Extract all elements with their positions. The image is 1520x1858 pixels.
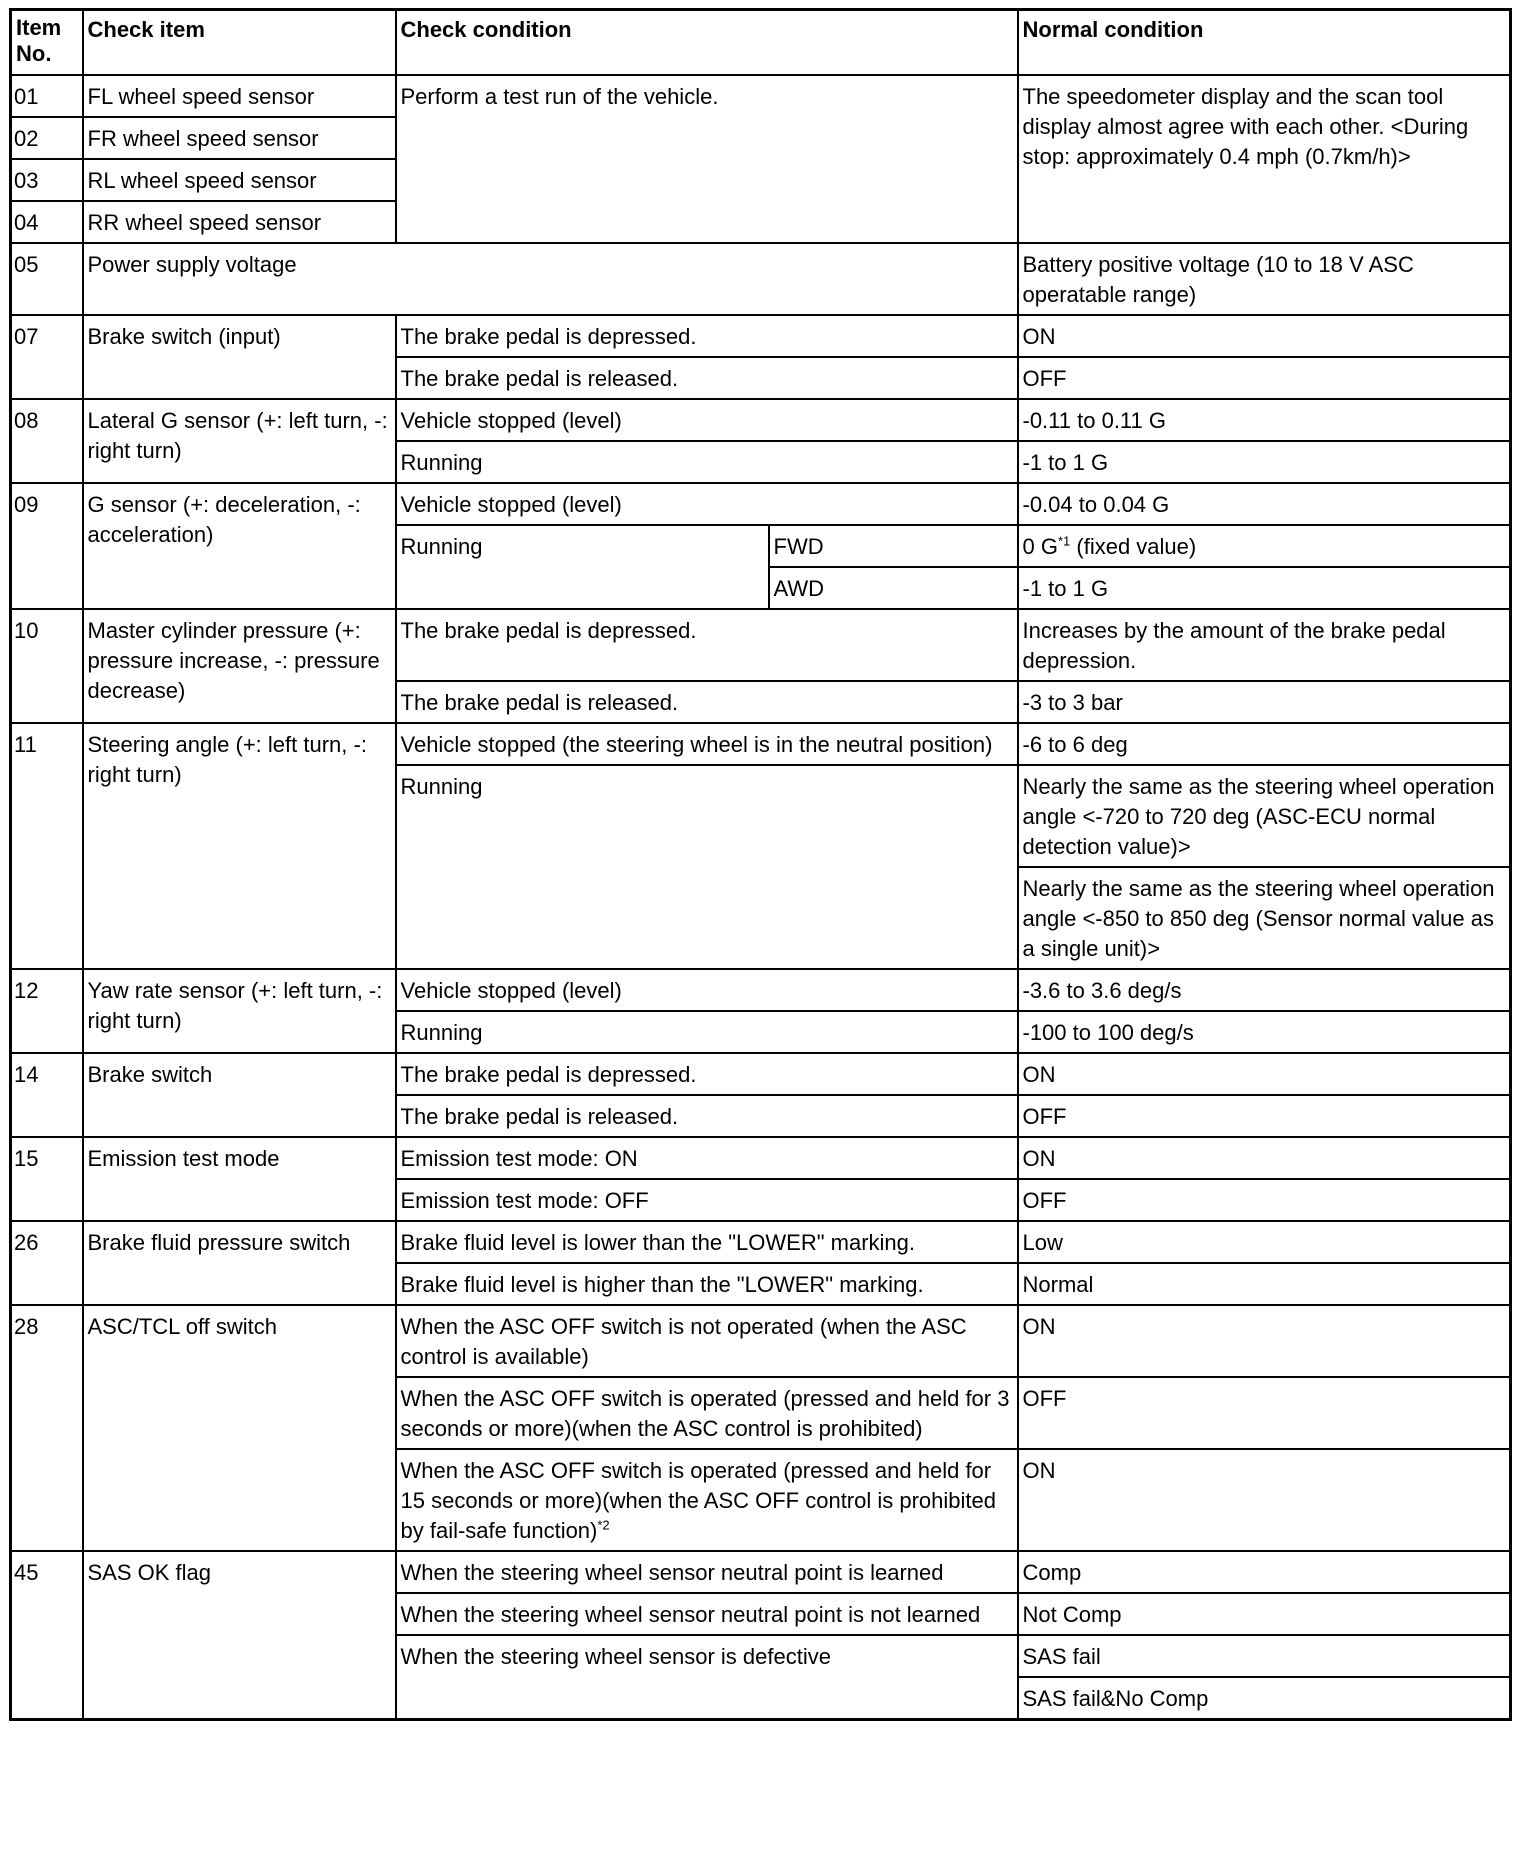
check-condition: Running xyxy=(396,525,769,609)
check-condition: When the steering wheel sensor neutral point is not learned xyxy=(396,1593,1018,1635)
footnote-marker: *1 xyxy=(1057,533,1071,549)
normal-condition: ON xyxy=(1018,1053,1511,1095)
check-condition: Emission test mode: ON xyxy=(396,1137,1018,1179)
check-condition: The brake pedal is released. xyxy=(396,681,1018,723)
check-item: Brake switch (input) xyxy=(83,315,396,399)
drive-type: AWD xyxy=(769,567,1018,609)
value-note: (fixed value) xyxy=(1070,533,1197,559)
check-item: FL wheel speed sensor xyxy=(83,75,396,117)
normal-condition: OFF xyxy=(1018,357,1511,399)
normal-condition: Normal xyxy=(1018,1263,1511,1305)
normal-condition: OFF xyxy=(1018,1179,1511,1221)
item-no: 03 xyxy=(11,159,83,201)
check-item: ASC/TCL off switch xyxy=(83,1305,396,1551)
check-condition: Vehicle stopped (level) xyxy=(396,969,1018,1011)
table-row xyxy=(11,1551,1511,1593)
check-item: Brake switch xyxy=(83,1053,396,1137)
check-condition: When the steering wheel sensor is defective xyxy=(396,1635,1018,1720)
header-row xyxy=(11,10,1511,75)
condition-text: When the ASC OFF switch is operated (pressed and held for 15 seconds or more)(when the ASC OFF control is prohibited by fail-safe function) xyxy=(400,1457,996,1543)
normal-condition: Low xyxy=(1018,1221,1511,1263)
normal-condition: -100 to 100 deg/s xyxy=(1018,1011,1511,1053)
check-condition xyxy=(396,1449,1018,1551)
normal-condition: Increases by the amount of the brake pedal depression. xyxy=(1018,609,1511,681)
table-row xyxy=(11,1305,1511,1377)
normal-condition: Battery positive voltage (10 to 18 V ASC operatable range) xyxy=(1018,243,1511,315)
normal-condition: -3.6 to 3.6 deg/s xyxy=(1018,969,1511,1011)
normal-condition: -1 to 1 G xyxy=(1018,441,1511,483)
check-item: SAS OK flag xyxy=(83,1551,396,1720)
check-condition: The brake pedal is released. xyxy=(396,1095,1018,1137)
check-condition: Brake fluid level is higher than the "LOWER" marking. xyxy=(396,1263,1018,1305)
table-row xyxy=(11,75,1511,117)
header-item-no: Item No. xyxy=(11,10,83,75)
item-no: 09 xyxy=(11,483,83,609)
item-no: 11 xyxy=(11,723,83,969)
value: 0 G xyxy=(1022,533,1058,559)
check-item: Brake fluid pressure switch xyxy=(83,1221,396,1305)
item-no: 04 xyxy=(11,201,83,243)
check-condition: The brake pedal is depressed. xyxy=(396,609,1018,681)
check-item: RR wheel speed sensor xyxy=(83,201,396,243)
normal-condition: -1 to 1 G xyxy=(1018,567,1511,609)
normal-condition: ON xyxy=(1018,315,1511,357)
item-no: 10 xyxy=(11,609,83,723)
drive-type: FWD xyxy=(769,525,1018,567)
footnote-marker: *2 xyxy=(597,1517,610,1533)
normal-condition: OFF xyxy=(1018,1095,1511,1137)
item-no: 26 xyxy=(11,1221,83,1305)
table-row xyxy=(11,1221,1511,1263)
normal-condition: -3 to 3 bar xyxy=(1018,681,1511,723)
item-no: 15 xyxy=(11,1137,83,1221)
table-row xyxy=(11,315,1511,357)
check-condition: Emission test mode: OFF xyxy=(396,1179,1018,1221)
check-item: FR wheel speed sensor xyxy=(83,117,396,159)
normal-condition: OFF xyxy=(1018,1377,1511,1449)
check-condition: Vehicle stopped (the steering wheel is in the neutral position) xyxy=(396,723,1018,765)
check-condition: Brake fluid level is lower than the "LOWER" marking. xyxy=(396,1221,1018,1263)
check-item: Emission test mode xyxy=(83,1137,396,1221)
normal-condition: -0.04 to 0.04 G xyxy=(1018,483,1511,525)
normal-condition: ON xyxy=(1018,1449,1511,1551)
check-item: RL wheel speed sensor xyxy=(83,159,396,201)
header-normal-condition: Normal condition xyxy=(1018,10,1511,75)
item-no: 45 xyxy=(11,1551,83,1720)
normal-condition: ON xyxy=(1018,1137,1511,1179)
check-condition: When the ASC OFF switch is not operated (when the ASC control is available) xyxy=(396,1305,1018,1377)
check-condition: The brake pedal is depressed. xyxy=(396,1053,1018,1095)
check-table xyxy=(9,8,1512,1721)
item-no: 28 xyxy=(11,1305,83,1551)
check-condition: The brake pedal is depressed. xyxy=(396,315,1018,357)
item-no: 07 xyxy=(11,315,83,399)
item-no: 14 xyxy=(11,1053,83,1137)
item-no: 02 xyxy=(11,117,83,159)
check-condition: Perform a test run of the vehicle. xyxy=(396,75,1018,243)
check-item: Lateral G sensor (+: left turn, -: right turn) xyxy=(83,399,396,483)
header-check-condition: Check condition xyxy=(396,10,1018,75)
table-row xyxy=(11,483,1511,525)
table-row xyxy=(11,723,1511,765)
check-item: Yaw rate sensor (+: left turn, -: right turn) xyxy=(83,969,396,1053)
normal-condition: SAS fail xyxy=(1018,1635,1511,1677)
check-condition: The brake pedal is released. xyxy=(396,357,1018,399)
table-row xyxy=(11,609,1511,681)
item-no: 05 xyxy=(11,243,83,315)
check-condition: Vehicle stopped (level) xyxy=(396,483,1018,525)
normal-condition: Comp xyxy=(1018,1551,1511,1593)
check-item: Steering angle (+: left turn, -: right turn) xyxy=(83,723,396,969)
check-condition: Vehicle stopped (level) xyxy=(396,399,1018,441)
normal-condition: Not Comp xyxy=(1018,1593,1511,1635)
table-row xyxy=(11,969,1511,1011)
normal-condition: SAS fail&No Comp xyxy=(1018,1677,1511,1720)
item-no: 08 xyxy=(11,399,83,483)
item-no: 01 xyxy=(11,75,83,117)
check-item: G sensor (+: deceleration, -: acceleration) xyxy=(83,483,396,609)
check-condition: Running xyxy=(396,1011,1018,1053)
check-item: Master cylinder pressure (+: pressure increase, -: pressure decrease) xyxy=(83,609,396,723)
table-row xyxy=(11,1053,1511,1095)
normal-condition: -6 to 6 deg xyxy=(1018,723,1511,765)
table-row xyxy=(11,1137,1511,1179)
check-condition: Running xyxy=(396,765,1018,969)
normal-condition: ON xyxy=(1018,1305,1511,1377)
check-condition: Running xyxy=(396,441,1018,483)
normal-condition xyxy=(1018,525,1511,567)
table-row xyxy=(11,399,1511,441)
normal-condition: Nearly the same as the steering wheel operation angle <-850 to 850 deg (Sensor normal value as a single unit)> xyxy=(1018,867,1511,969)
normal-condition: Nearly the same as the steering wheel operation angle <-720 to 720 deg (ASC-ECU normal detection value)> xyxy=(1018,765,1511,867)
item-no: 12 xyxy=(11,969,83,1053)
check-item: Power supply voltage xyxy=(83,243,1018,315)
normal-condition: -0.11 to 0.11 G xyxy=(1018,399,1511,441)
check-condition: When the steering wheel sensor neutral point is learned xyxy=(396,1551,1018,1593)
normal-condition: The speedometer display and the scan tool display almost agree with each other. <During stop: approximately 0.4 mph (0.7km/h)> xyxy=(1018,75,1511,243)
header-check-item: Check item xyxy=(83,10,396,75)
table-row xyxy=(11,243,1511,315)
check-condition: When the ASC OFF switch is operated (pressed and held for 3 seconds or more)(when the ASC control is prohibited) xyxy=(396,1377,1018,1449)
